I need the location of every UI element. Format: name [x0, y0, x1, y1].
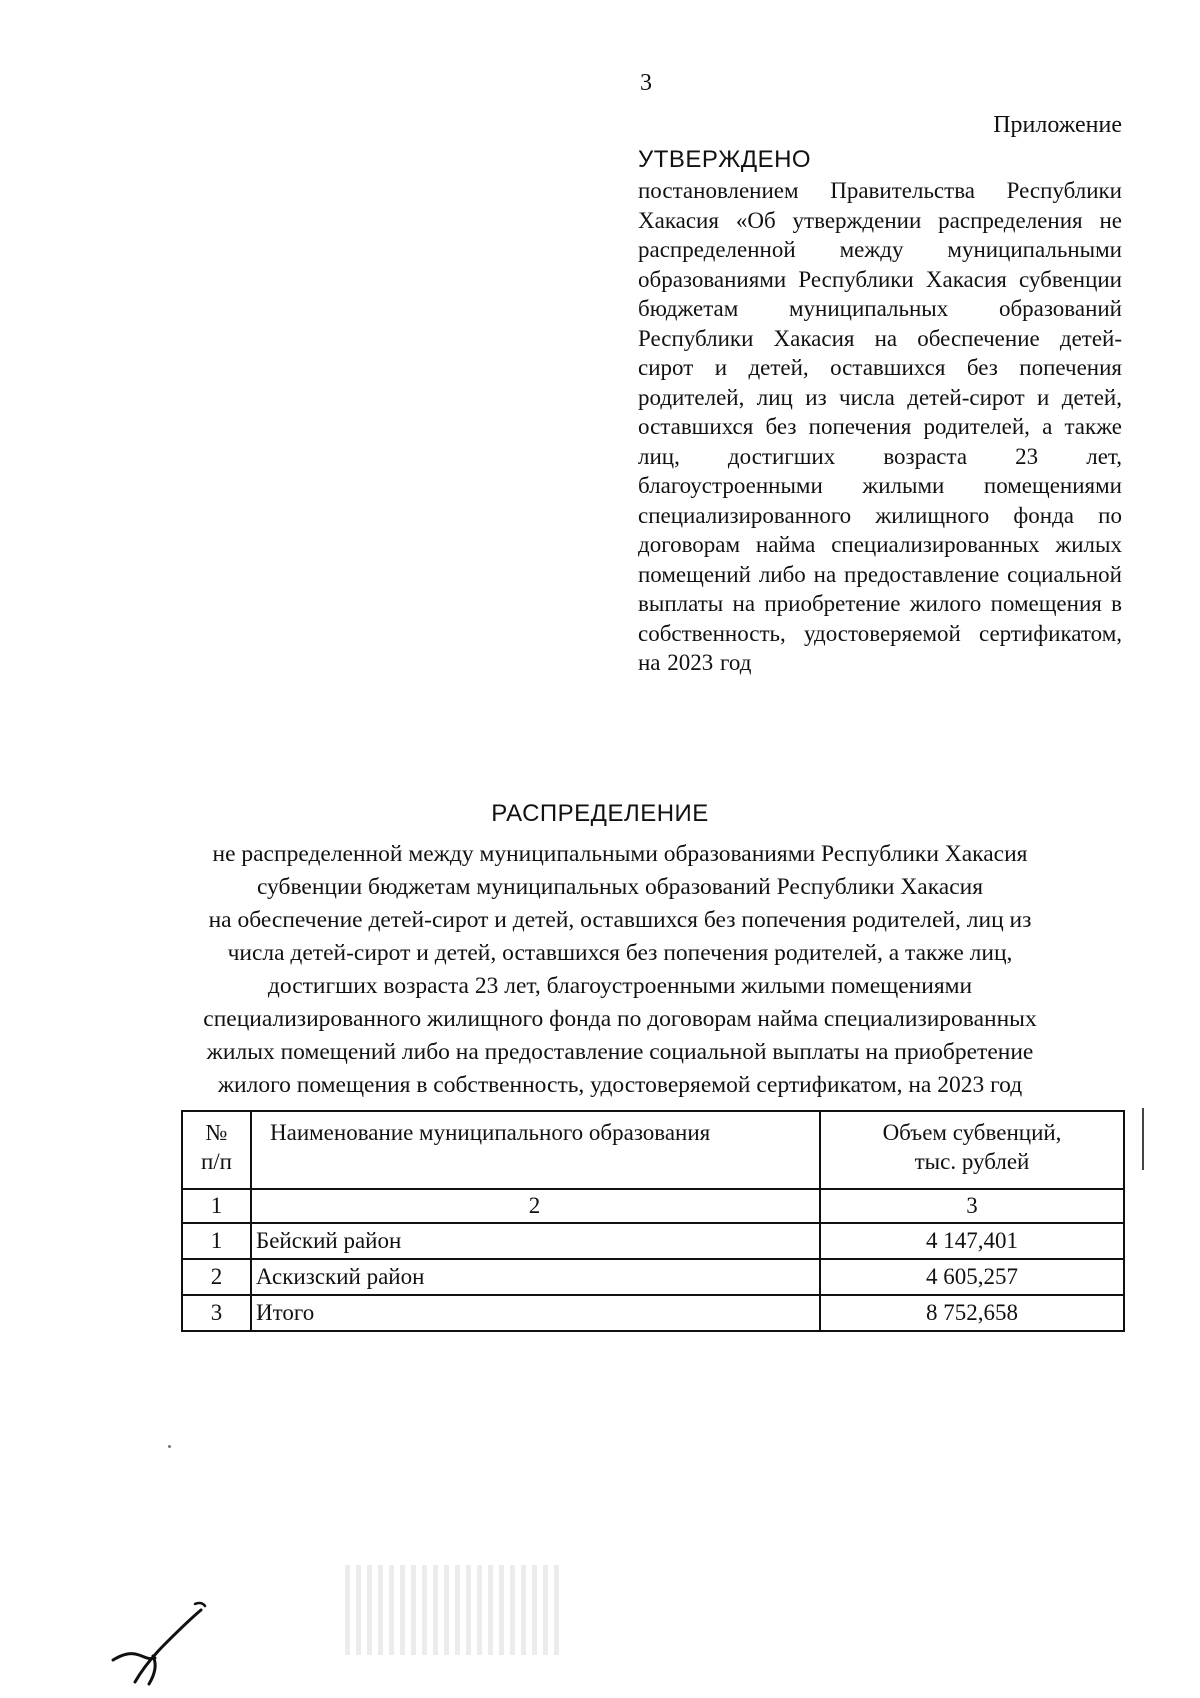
- index-cell: 3: [820, 1189, 1124, 1223]
- row-name: Аскизский район: [251, 1259, 820, 1295]
- approved-heading: УТВЕРЖДЕНО: [638, 146, 812, 173]
- header-num-line2: п/п: [200, 1149, 232, 1174]
- header-amount-line2: тыс. рублей: [914, 1149, 1030, 1174]
- approval-block: [638, 144, 1122, 678]
- scan-speck: [168, 1445, 171, 1448]
- subtitle-line: числа детей-сирот и детей, оставшихся без попечения родителей, а также лиц,: [227, 940, 1013, 966]
- appendix-label: Приложение: [993, 112, 1122, 138]
- row-name: Итого: [251, 1295, 820, 1331]
- approval-text: постановлением Правительства Республики Хакасия «Об утверждении распределения не распределенной между муниципальными образованиями Республики Хакасия субвенции бюджетам муниципальных образований Республики Хакасия на обеспечение детей-сирот и детей, оставшихся без попечения родителей, лиц из числа детей-сирот и детей, оставшихся без попечения родителей, а также лиц, достигших возраста 23 лет, благоустроенными жилыми помещениями специализированного жилищного фонда по договорам найма специализированных жилых помещений либо на предоставление социальной выплаты на приобретение жилого помещения в собственность, удостоверяемой сертификатом, на 2023 год: [638, 178, 1122, 675]
- row-name: Бейский район: [251, 1223, 820, 1259]
- table-row: [182, 1223, 1124, 1259]
- subtitle-line: субвенции бюджетам муниципальных образований Республики Хакасия: [256, 874, 984, 900]
- subtitle-line: не распределенной между муниципальными образованиями Республики Хакасия: [212, 841, 1028, 867]
- header-amount: [820, 1111, 1124, 1189]
- scan-edge-mark: [1142, 1108, 1144, 1170]
- index-cell: 2: [251, 1189, 820, 1223]
- header-num: [182, 1111, 251, 1189]
- subtitle-line: специализированного жилищного фонда по договорам найма специализированных: [203, 1006, 1037, 1032]
- row-amount: 8 752,658: [820, 1295, 1124, 1331]
- faded-stamp: [345, 1565, 560, 1655]
- row-num: 3: [182, 1295, 251, 1331]
- page-number: 3: [640, 70, 652, 96]
- row-amount: 4 147,401: [820, 1223, 1124, 1259]
- subsidy-table: [181, 1110, 1125, 1332]
- table-row: [182, 1259, 1124, 1295]
- index-cell: 1: [182, 1189, 251, 1223]
- signature-mark: [105, 1598, 225, 1690]
- column-index-row: [182, 1189, 1124, 1223]
- distribution-title: РАСПРЕДЕЛЕНИЕ: [491, 800, 709, 827]
- row-amount: 4 605,257: [820, 1259, 1124, 1295]
- table-header-row: [182, 1111, 1124, 1189]
- header-amount-line1: Объем субвенций,: [882, 1120, 1062, 1145]
- subtitle-line: достигших возраста 23 лет, благоустроенными жилыми помещениями: [267, 973, 973, 999]
- subtitle-line: на обеспечение детей-сирот и детей, оставшихся без попечения родителей, лиц из: [208, 907, 1032, 933]
- header-num-line1: №: [205, 1120, 228, 1145]
- subtitle-line: жилого помещения в собственность, удостоверяемой сертификатом, на 2023 год: [217, 1072, 1023, 1098]
- subtitle-line: жилых помещений либо на предоставление социальной выплаты на приобретение: [206, 1039, 1034, 1065]
- row-num: 1: [182, 1223, 251, 1259]
- row-num: 2: [182, 1259, 251, 1295]
- table-row-total: [182, 1295, 1124, 1331]
- distribution-subtitle: [160, 838, 1080, 1102]
- header-name: Наименование муниципального образования: [251, 1111, 820, 1189]
